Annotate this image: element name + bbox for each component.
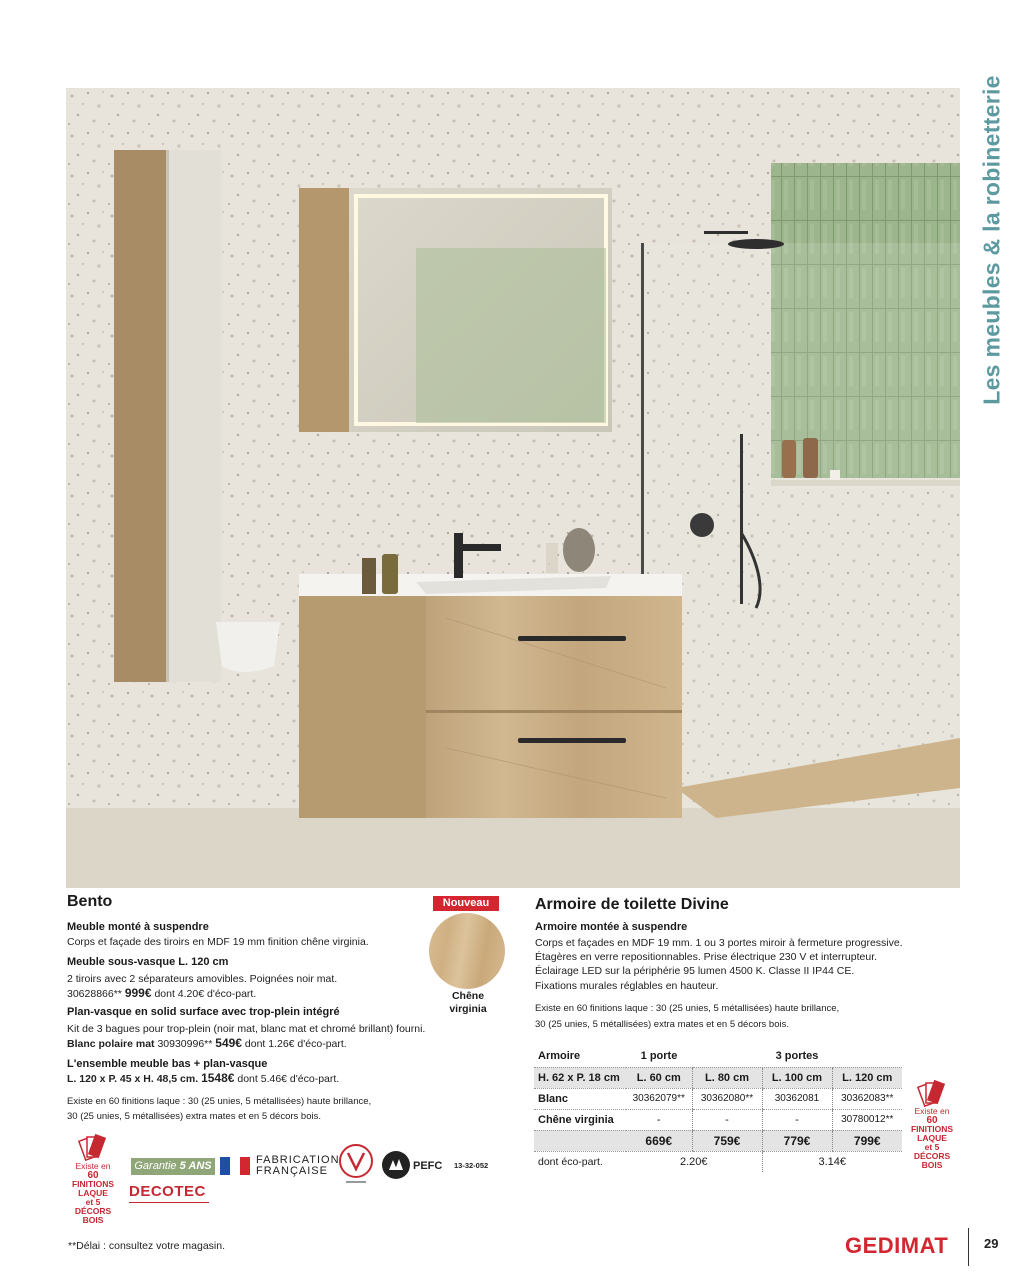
divine-desc-1: Corps et façades en MDF 19 mm. 1 ou 3 portes miroir à fermeture progressive. bbox=[535, 937, 903, 949]
finishes-badge-line: 60 bbox=[926, 1115, 938, 1126]
divine-price-table bbox=[534, 1046, 902, 1172]
bento-finishes-1: Existe en 60 finitions laque : 30 (25 unies, 5 métallisées) haute brillance, bbox=[67, 1096, 372, 1107]
table-cell: 669€ bbox=[626, 1130, 692, 1151]
table-cell: H. 62 x P. 18 cm bbox=[534, 1067, 626, 1088]
bento-desc-2: 2 tiroirs avec 2 séparateurs amovibles. Poignées noir mat. bbox=[67, 973, 338, 985]
divine-finishes-1: Existe en 60 finitions laque : 30 (25 unies, 5 métallisées) haute brillance, bbox=[535, 1003, 840, 1014]
table-cell: 30362080** bbox=[692, 1088, 762, 1109]
gedimat-logo: GEDIMAT bbox=[845, 1233, 949, 1258]
fabrication-line-1: FABRICATION bbox=[256, 1154, 340, 1166]
finishes-badge-line: FINITIONS bbox=[71, 1179, 115, 1189]
table-row bbox=[534, 1088, 902, 1109]
chene-virginia-swatch bbox=[429, 913, 505, 989]
finishes-badge-line: et 5 DÉCORS bbox=[74, 1197, 112, 1216]
table-cell: 3.14€ bbox=[762, 1151, 902, 1172]
bento-subtitle-basin: Plan-vasque en solid surface avec trop-plein intégré bbox=[67, 1006, 340, 1018]
table-cell bbox=[534, 1130, 626, 1151]
table-row bbox=[534, 1109, 902, 1130]
eco-part: dont 4.20€ d'éco-part. bbox=[154, 988, 257, 1000]
table-cell: 30362081 bbox=[762, 1088, 832, 1109]
bento-subtitle-mounted: Meuble monté à suspendre bbox=[67, 921, 209, 933]
divine-subtitle: Armoire montée à suspendre bbox=[535, 921, 688, 933]
finishes-badge-line: BOIS bbox=[82, 1215, 104, 1225]
table-row bbox=[534, 1151, 902, 1172]
table-cell: 30780012** bbox=[832, 1109, 902, 1130]
bathroom-photo bbox=[66, 88, 960, 888]
guarantee-years: 5 ANS bbox=[179, 1160, 212, 1172]
bento-subtitle-undersink: Meuble sous-vasque L. 120 cm bbox=[67, 956, 229, 968]
page-separator bbox=[968, 1228, 969, 1266]
color-fan-icon bbox=[78, 1131, 108, 1161]
finishes-badge-line: 60 bbox=[87, 1170, 99, 1181]
price: 549€ bbox=[215, 1036, 242, 1050]
guarantee-label: Garantie bbox=[134, 1160, 177, 1172]
section-title-text: Les meubles & la robinetterie bbox=[978, 75, 1005, 405]
bento-basin-price-line bbox=[67, 1037, 347, 1051]
new-badge: Nouveau bbox=[433, 896, 499, 911]
finishes-badge-line: LAQUE bbox=[917, 1133, 947, 1143]
finishes-badge-line: LAQUE bbox=[78, 1188, 108, 1198]
bento-subtitle-set: L'ensemble meuble bas + plan-vasque bbox=[67, 1058, 268, 1070]
table-cell: Armoire bbox=[534, 1046, 626, 1067]
swatch-label-line-1: Chêne bbox=[451, 990, 485, 1002]
table-cell: 30362083** bbox=[832, 1088, 902, 1109]
table-cell: L. 80 cm bbox=[692, 1067, 762, 1088]
table-cell: L. 120 cm bbox=[832, 1067, 902, 1088]
bento-title: Bento bbox=[67, 893, 113, 910]
bento-set-price-line bbox=[67, 1072, 339, 1086]
table-cell: 30362079** bbox=[626, 1088, 692, 1109]
pefc-label: PEFC bbox=[413, 1160, 443, 1172]
finishes-badge-right bbox=[908, 1107, 956, 1170]
bento-finishes-2: 30 (25 unies, 5 métallisées) extra mates et en 5 décors bois. bbox=[67, 1111, 321, 1122]
finishes-badge-line: Existe en bbox=[914, 1106, 950, 1116]
ref: 30930996** bbox=[157, 1038, 213, 1050]
divine-finishes-2: 30 (25 unies, 5 métallisées) extra mates et en 5 décors bois. bbox=[535, 1019, 789, 1030]
divine-title: Armoire de toilette Divine bbox=[535, 896, 729, 913]
table-cell: dont éco-part. bbox=[538, 1155, 603, 1168]
finishes-badge-line: Existe en bbox=[75, 1161, 111, 1171]
decotec-logo: DECOTEC bbox=[129, 1183, 206, 1200]
divine-desc-4: Fixations murales réglables en hauteur. bbox=[535, 980, 719, 992]
table-cell: 3 portes bbox=[692, 1046, 902, 1067]
ref: 30628866** bbox=[67, 988, 122, 1000]
table-cell: L. 60 cm bbox=[626, 1067, 692, 1088]
swatch-label bbox=[438, 990, 498, 1016]
fabrication-line-2: FRANÇAISE bbox=[256, 1165, 328, 1177]
table-cell: 2.20€ bbox=[679, 1155, 708, 1168]
table-cell: 799€ bbox=[832, 1130, 902, 1151]
table-row bbox=[534, 1130, 902, 1151]
dims: L. 120 x P. 45 x H. 48,5 cm. bbox=[67, 1073, 199, 1085]
finishes-badge-line: BOIS bbox=[921, 1160, 943, 1170]
price: 999€ bbox=[124, 986, 152, 1000]
section-title bbox=[972, 40, 1012, 440]
finishes-badge-line: FINITIONS bbox=[910, 1124, 954, 1134]
table-cell: - bbox=[692, 1109, 762, 1130]
epv-label-icon bbox=[338, 1143, 374, 1185]
eco-part: dont 5.46€ d'éco-part. bbox=[237, 1073, 340, 1085]
pefc-number: 13-32-052 bbox=[454, 1161, 489, 1170]
table-row bbox=[534, 1067, 902, 1088]
footnote: **Délai : consultez votre magasin. bbox=[68, 1240, 225, 1252]
table-cell: 1 porte bbox=[626, 1046, 692, 1067]
table-cell: - bbox=[626, 1109, 692, 1130]
finishes-badge-line: et 5 DÉCORS bbox=[913, 1142, 951, 1161]
finishes-badge-left bbox=[69, 1162, 117, 1225]
bento-undersink-price-line bbox=[67, 987, 256, 1001]
table-cell: L. 100 cm bbox=[762, 1067, 832, 1088]
table-cell: - bbox=[762, 1109, 832, 1130]
divine-desc-3: Éclairage LED sur la périphérie 95 lumen 4500 K. Classe II IP44 CE. bbox=[535, 965, 855, 977]
table-cell: Blanc bbox=[534, 1088, 626, 1109]
eco-part: dont 1.26€ d'éco-part. bbox=[244, 1038, 347, 1050]
guarantee-badge bbox=[131, 1158, 215, 1175]
bento-desc-3: Kit de 3 bagues pour trop-plein (noir mat, blanc mat et chromé brillant) fourni. bbox=[67, 1023, 426, 1035]
pefc-logo-icon bbox=[381, 1150, 411, 1180]
swatch-label-line-2: virginia bbox=[449, 1003, 487, 1015]
table-cell: 759€ bbox=[692, 1130, 762, 1151]
price: 1548€ bbox=[201, 1071, 235, 1085]
fabrication-francaise bbox=[256, 1155, 340, 1177]
finish: Blanc polaire mat bbox=[67, 1038, 155, 1050]
table-row bbox=[534, 1046, 902, 1067]
table-cell: 779€ bbox=[762, 1130, 832, 1151]
decotec-underline bbox=[129, 1202, 209, 1203]
table-cell: Chêne virginia bbox=[534, 1109, 626, 1130]
bento-desc-1: Corps et façade des tiroirs en MDF 19 mm finition chêne virginia. bbox=[67, 936, 369, 948]
page-number: 29 bbox=[984, 1236, 999, 1251]
color-fan-icon bbox=[917, 1077, 947, 1107]
french-flag-icon bbox=[220, 1157, 250, 1175]
divine-desc-2: Étagères en verre repositionnables. Prise électrique 230 V et interrupteur. bbox=[535, 951, 878, 963]
